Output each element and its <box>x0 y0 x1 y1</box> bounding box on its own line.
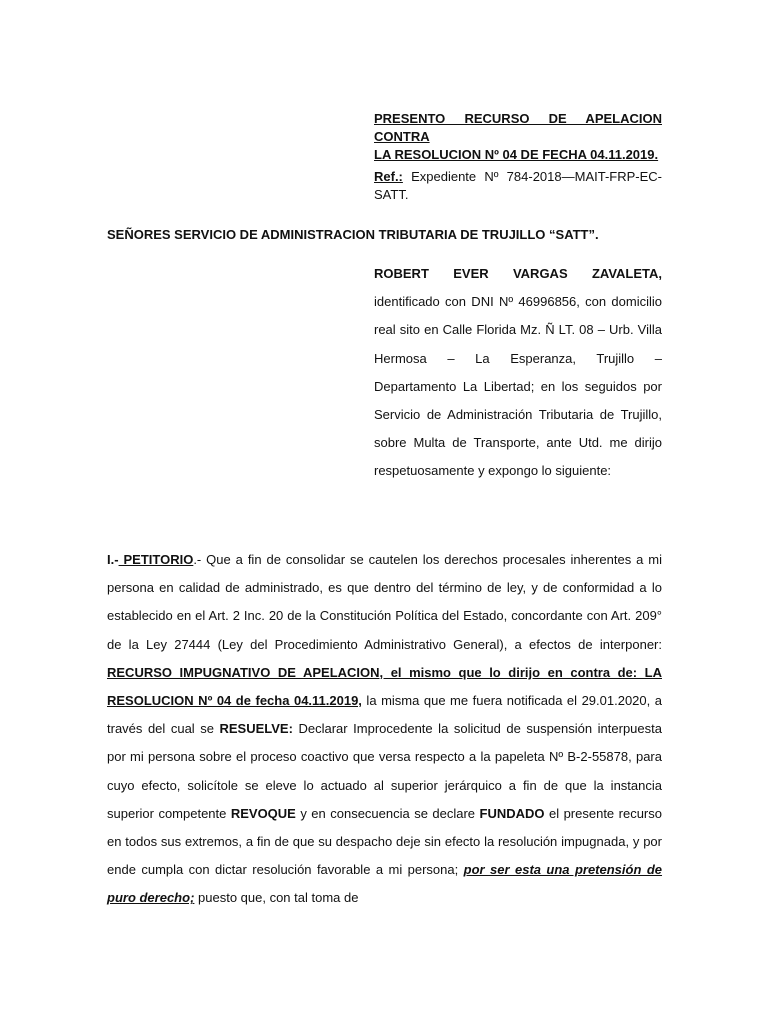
petitorio-text-6: puesto que, con tal toma de <box>194 890 359 906</box>
petitorio-text-1: .- Que a fin de consolidar se cautelen los derechos procesales inherentes a mi persona en calidad de administrado, es que dentro del término de ley, y de conformidad a lo establecido en el Art. 2 Inc. 20 de la Constitución Política del Estado, concordante con Art. 209° de la Ley 27444 (Ley del Procedimiento Administrativo General), a efectos de interponer: <box>107 552 662 652</box>
introduction-text: identificado con DNI Nº 46996856, con domicilio real sito en Calle Florida Mz. Ñ LT. 08 – Urb. Villa Hermosa – La Esperanza, Trujillo – Departamento La Libertad; en los seguidos por Servicio de Administración Tributaria de Trujillo, sobre Multa de Transporte, ante Utd. me dirijo respetuosamente y expongo lo siguiente: <box>374 294 662 479</box>
recurso-impugnativo: RECURSO IMPUGNATIVO DE APELACION, el mismo que lo dirijo en contra de: LA RESOLUCION Nº 04 de fecha 04.11.2019, <box>107 664 662 709</box>
petitorio-text-3: Declarar Improcedente la solicitud de suspensión interpuesta por mi persona sobre el proceso coactivo que versa respecto a la papeleta Nº B-2-55878, para cuyo efecto, solicítole se eleve lo actuado al superior jerárquico a fin de que la instancia superior competente <box>107 721 662 821</box>
title-line-2: LA RESOLUCION Nº 04 DE FECHA 04.11.2019. <box>374 147 659 162</box>
reference-text: Expediente Nº 784-2018—MAIT-FRP-EC-SATT. <box>374 169 662 202</box>
petitorio-text-2: la misma que me fuera notificada el 29.01.2020, a través del cual se <box>107 693 662 737</box>
petitorio-paragraph <box>107 546 662 913</box>
introduction-paragraph <box>374 260 662 486</box>
petitorio-text-4: y en consecuencia se declare <box>295 805 480 821</box>
puro-derecho-phrase: por ser esta una pretensión de puro derecho; <box>107 862 663 906</box>
petitorio-numeral: I.- <box>107 552 119 567</box>
addressee: SEÑORES SERVICIO DE ADMINISTRACION TRIBUTARIA DE TRUJILLO “SATT”. <box>107 227 599 242</box>
title-line-1: PRESENTO RECURSO DE APELACION CONTRA <box>374 111 662 144</box>
reference <box>374 168 662 204</box>
petitorio-label: PETITORIO <box>118 552 194 567</box>
document-title <box>374 110 662 164</box>
resuelve-label: RESUELVE: <box>219 721 293 737</box>
revoque-label: REVOQUE <box>230 805 296 821</box>
fundado-label: FUNDADO <box>479 805 545 821</box>
reference-label: Ref.: <box>374 169 403 184</box>
petitioner-name: ROBERT EVER VARGAS ZAVALETA, <box>374 266 662 281</box>
petitorio-text-5: el presente recurso en todos sus extremos, a fin de que su despacho deje sin efecto la resolución impugnada, y por ende cumpla con dictar resolución favorable a mi persona; <box>107 805 662 878</box>
